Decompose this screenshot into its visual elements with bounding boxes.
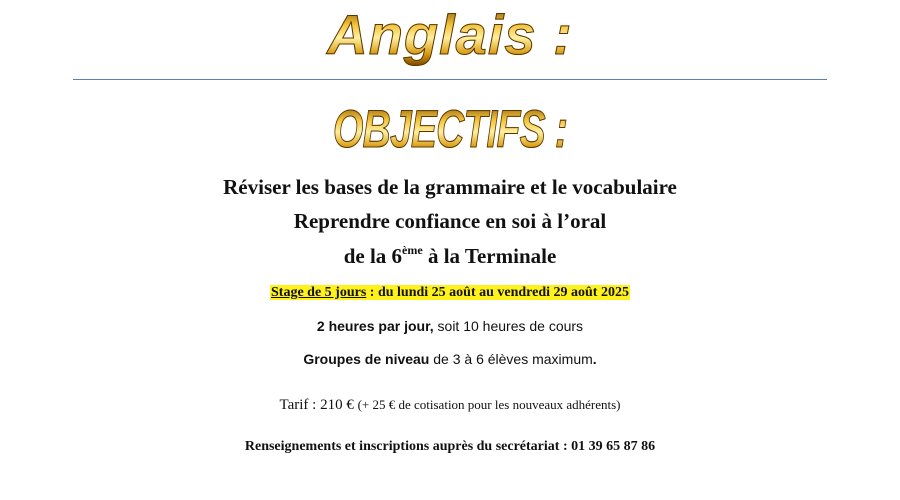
stage-dates <box>0 285 900 301</box>
horizontal-divider <box>73 79 827 80</box>
hours-info <box>0 318 900 334</box>
tarif-main: Tarif : 210 € <box>279 397 358 413</box>
title-objectifs-text: OBJECTIFS : <box>332 99 568 159</box>
level-from: de la 6 <box>343 244 403 268</box>
level-to: à la Terminale <box>422 244 557 268</box>
groups-end: . <box>592 351 597 367</box>
tarif-info <box>0 397 900 414</box>
objective-line-3 <box>0 243 900 269</box>
objective-line-2: Reprendre confiance en soi à l’oral <box>293 209 607 233</box>
title-objectifs <box>0 100 900 158</box>
title-anglais-text: Anglais : <box>327 3 573 66</box>
title-reflection <box>0 50 900 72</box>
stage-label: Stage de 5 jours <box>271 285 367 300</box>
tarif-note: (+ 25 € de cotisation pour les nouveaux adhérents) <box>357 397 621 412</box>
hours-bold: 2 heures par jour, <box>316 318 434 334</box>
objective-line-1: Réviser les bases de la grammaire et le vocabulaire <box>223 175 677 199</box>
hours-rest: soit 10 heures de cours <box>433 318 584 334</box>
groups-bold: Groupes de niveau <box>303 351 430 367</box>
stage-dates-text: : du lundi 25 août au vendredi 29 août 2025 <box>366 285 629 300</box>
groups-rest: de 3 à 6 élèves maximum <box>429 351 593 367</box>
groups-info <box>0 351 900 367</box>
contact-info: Renseignements et inscriptions auprès du secrétariat : 01 39 65 87 86 <box>244 439 656 454</box>
level-superscript: ème <box>402 243 423 257</box>
